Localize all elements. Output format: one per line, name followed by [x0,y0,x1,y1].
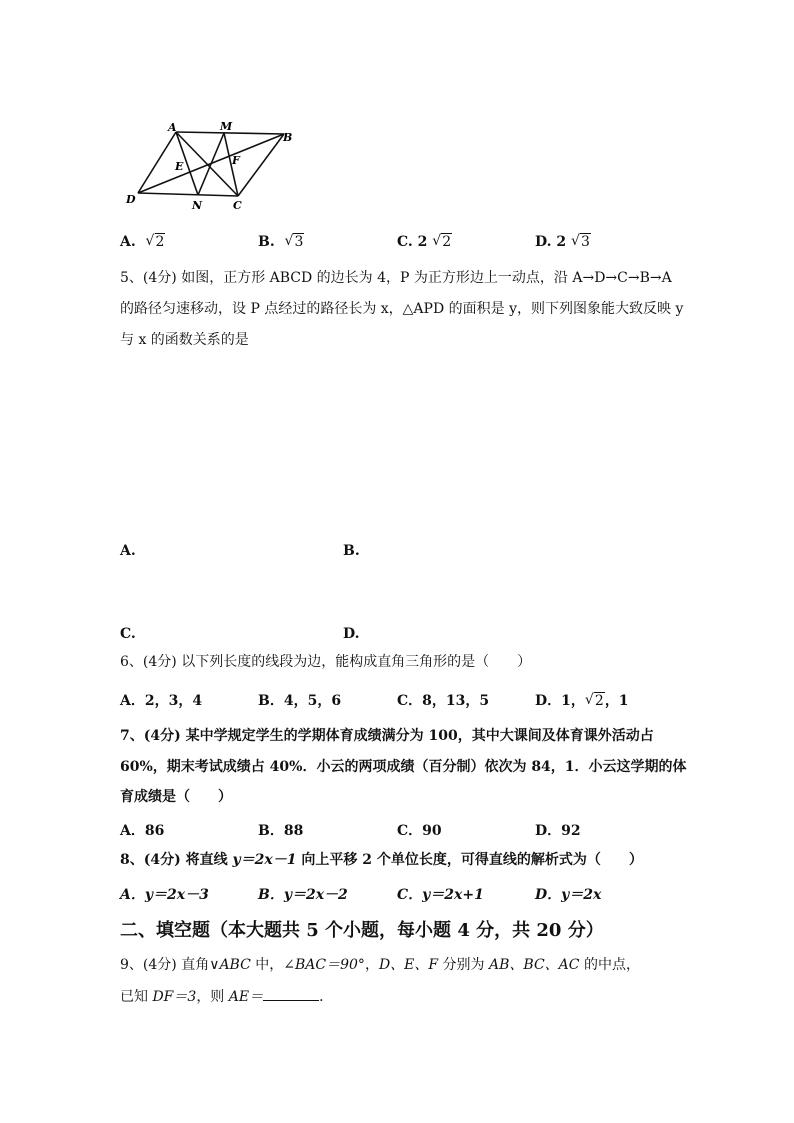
q4-option-b: B. √ 3 [258,233,304,250]
q9-line-2: 已知 DF＝3，则 AE＝ ． [120,986,333,1007]
segment-ac [176,132,238,196]
label-a: A [168,121,177,134]
q5-option-d: D. [343,626,360,642]
q6-option-b: B．4，5，6 [258,693,342,709]
q5-option-a: A. [120,543,136,559]
q6-option-d: D．1， √ 2，1 [535,692,629,709]
q9-line-1: 9、(4分) 直角∨ABC 中，∠BAC＝90°，D、E、F 分别为 AB、BC、AC 的中点， [120,957,640,973]
q6-option-a: A．2，3，4 [120,693,203,709]
label-e: E [175,160,184,173]
label-d: D [126,193,136,206]
label-b: B [283,131,293,144]
label-f: F [232,154,240,167]
label-c: C [233,199,242,212]
q8-stem: 8、(4分) 将直线 y＝2x－1 向上平移 2 个单位长度，可得直线的解析式为（ ） [120,852,643,868]
parallelogram-figure [120,118,300,216]
label-n: N [192,199,203,212]
edge-da [138,132,176,193]
q8-option-a: A．y＝2x－3 [120,887,209,903]
q7-line-1: 7、(4分) 某中学规定学生的学期体育成绩满分为 100，其中大课间及体育课外活动占 [120,728,654,744]
q5-line-2: 的路径匀速移动，设 P 点经过的路径长为 x，△APD 的面积是 y，则下列图象能大致反映 y [120,301,684,317]
q4-option-d: D. 2 √ 3 [535,233,590,250]
q6-stem: 6、(4分) 以下列长度的线段为边，能构成直角三角形的是（ ） [120,654,532,670]
q7-option-a: A．86 [120,823,165,839]
q5-line-3: 与 x 的函数关系的是 [120,332,249,348]
q8-option-d: D．y＝2x [535,887,602,903]
q7-option-d: D．92 [535,823,581,839]
q8-option-b: B．y＝2x－2 [258,887,348,903]
q4-option-a: A. √ 2 [120,233,165,250]
q8-option-c: C．y＝2x+1 [397,887,484,903]
q4-option-c: C. 2 √ 2 [397,233,452,250]
q5-option-b: B. [343,543,360,559]
q7-option-b: B．88 [258,823,304,839]
q5-option-c: C. [120,626,136,642]
label-m: M [220,120,233,133]
q5-line-1: 5、(4分) 如图，正方形 ABCD 的边长为 4，P 为正方形边上一动点，沿 A→D→C→B→A [120,270,672,286]
segment-mn [198,133,224,195]
q7-line-2: 60%，期末考试成绩占 40%．小云的两项成绩（百分制）依次为 84，1．小云这学期的体 [120,759,687,775]
q7-line-3: 育成绩是（ ） [120,789,232,805]
q6-option-c: C．8，13，5 [397,693,490,709]
section-2-title: 二、填空题（本大题共 5 个小题，每小题 4 分，共 20 分） [120,920,604,941]
answer-blank[interactable] [263,986,319,1001]
q7-option-c: C．90 [397,823,442,839]
edge-cd [138,193,238,196]
